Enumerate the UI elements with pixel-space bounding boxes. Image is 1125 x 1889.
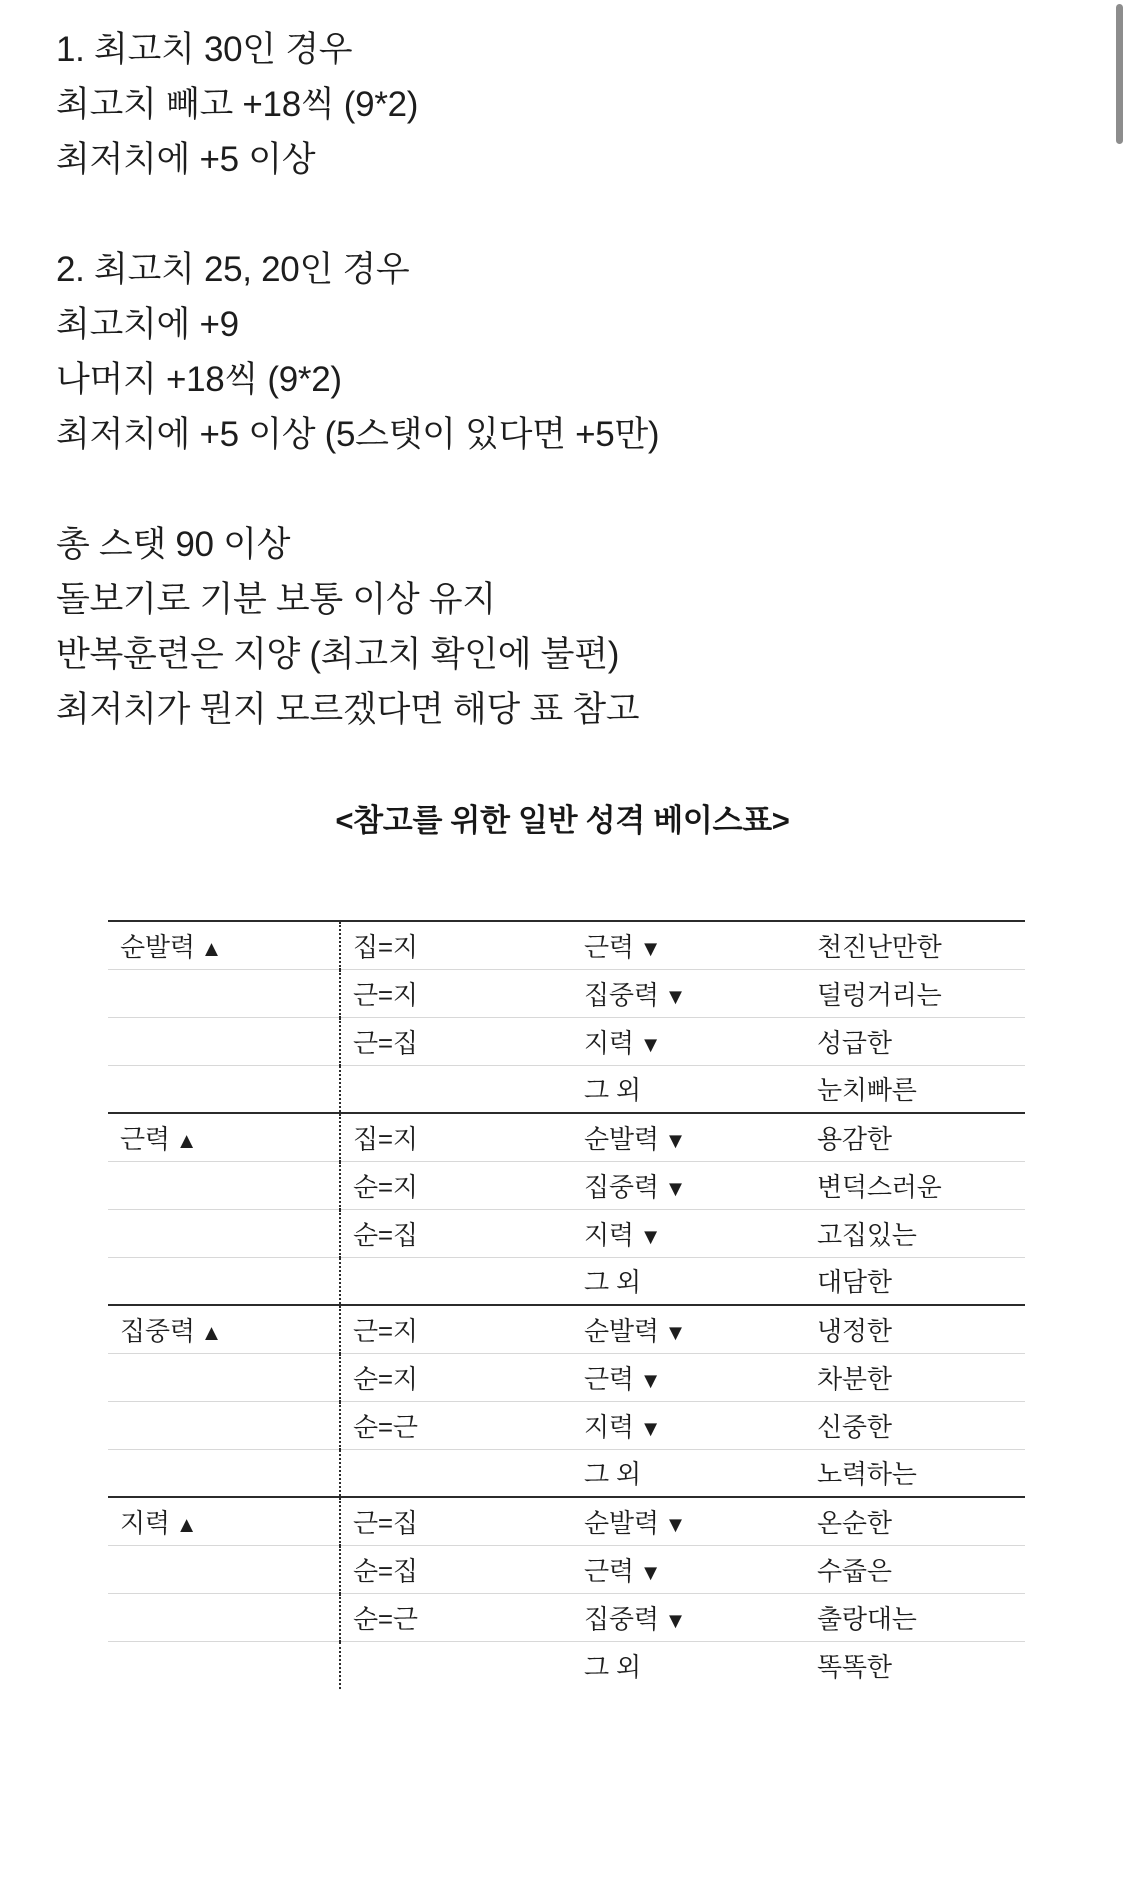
result-cell: 대담한 bbox=[805, 1257, 1025, 1305]
text-line: 반복훈련은 지양 (최고치 확인에 불편) bbox=[56, 635, 620, 674]
stat-low-label: 그 외 bbox=[572, 1641, 805, 1689]
stat-high-label: 집중력 ▲ bbox=[120, 1316, 222, 1346]
condition-cell: 순=근 bbox=[340, 1401, 572, 1449]
condition-cell bbox=[340, 1449, 572, 1497]
condition-cell: 순=지 bbox=[340, 1161, 572, 1209]
table-caption: <참고를 위한 일반 성격 베이스표> bbox=[335, 803, 790, 838]
table-row bbox=[108, 1065, 1025, 1113]
table-row bbox=[108, 1401, 1025, 1449]
table-row bbox=[108, 921, 1025, 969]
condition-cell bbox=[340, 1065, 572, 1113]
condition-cell: 순=집 bbox=[340, 1209, 572, 1257]
text-line: 총 스탯 90 이상 bbox=[56, 525, 291, 564]
condition-cell: 순=근 bbox=[340, 1593, 572, 1641]
paragraph-1 bbox=[56, 22, 1069, 187]
text-line: 나머지 +18씩 (9*2) bbox=[56, 360, 342, 399]
stat-low-label: 근력 ▼ bbox=[584, 1556, 661, 1586]
result-cell: 눈치빠른 bbox=[805, 1065, 1025, 1113]
stat-low-label: 지력 ▼ bbox=[584, 1028, 661, 1058]
result-cell: 노력하는 bbox=[805, 1449, 1025, 1497]
text-line: 1. 최고치 30인 경우 bbox=[56, 30, 353, 69]
table-row bbox=[108, 1641, 1025, 1689]
stat-high-label: 근력 ▲ bbox=[120, 1124, 197, 1154]
stat-low-label: 순발력 ▼ bbox=[584, 1316, 686, 1346]
result-cell: 똑똑한 bbox=[805, 1641, 1025, 1689]
table-row bbox=[108, 1017, 1025, 1065]
result-cell: 출랑대는 bbox=[805, 1593, 1025, 1641]
scrollbar-thumb[interactable] bbox=[1116, 4, 1123, 144]
vertical-scrollbar[interactable] bbox=[1115, 0, 1125, 1889]
paragraph-3 bbox=[56, 517, 1069, 737]
text-line: 최저치에 +5 이상 (5스탯이 있다면 +5만) bbox=[56, 415, 660, 454]
text-line: 2. 최고치 25, 20인 경우 bbox=[56, 250, 410, 289]
table-row bbox=[108, 969, 1025, 1017]
stat-low-label: 그 외 bbox=[572, 1257, 805, 1305]
stat-low-label: 그 외 bbox=[572, 1065, 805, 1113]
condition-cell: 집=지 bbox=[340, 1113, 572, 1161]
stat-low-label: 집중력 ▼ bbox=[584, 1172, 686, 1202]
table-row bbox=[108, 1353, 1025, 1401]
table-row bbox=[108, 1113, 1025, 1161]
paragraph-gap bbox=[56, 187, 1069, 242]
condition-cell: 근=집 bbox=[340, 1497, 572, 1545]
table-row bbox=[108, 1209, 1025, 1257]
table-row bbox=[108, 1449, 1025, 1497]
condition-cell bbox=[340, 1641, 572, 1689]
paragraph-gap bbox=[56, 462, 1069, 517]
stat-low-label: 순발력 ▼ bbox=[584, 1124, 686, 1154]
text-line: 최저치에 +5 이상 bbox=[56, 140, 316, 179]
stat-low-label: 그 외 bbox=[572, 1449, 805, 1497]
stat-low-label: 지력 ▼ bbox=[584, 1220, 661, 1250]
condition-cell: 근=지 bbox=[340, 1305, 572, 1353]
result-cell: 용감한 bbox=[805, 1113, 1025, 1161]
result-cell: 온순한 bbox=[805, 1497, 1025, 1545]
result-cell: 차분한 bbox=[805, 1353, 1025, 1401]
table-row bbox=[108, 1305, 1025, 1353]
text-line: 최고치에 +9 bbox=[56, 305, 239, 344]
result-cell: 성급한 bbox=[805, 1017, 1025, 1065]
personality-base-table bbox=[108, 920, 1025, 1689]
condition-cell: 집=지 bbox=[340, 921, 572, 969]
result-cell: 고집있는 bbox=[805, 1209, 1025, 1257]
stat-high-label: 지력 ▲ bbox=[120, 1508, 197, 1538]
stat-low-label: 근력 ▼ bbox=[584, 1364, 661, 1394]
condition-cell: 순=집 bbox=[340, 1545, 572, 1593]
condition-cell: 근=집 bbox=[340, 1017, 572, 1065]
table-row bbox=[108, 1497, 1025, 1545]
stat-low-label: 지력 ▼ bbox=[584, 1412, 661, 1442]
table-row bbox=[108, 1161, 1025, 1209]
base-table-wrapper bbox=[0, 920, 1125, 1689]
text-line: 최고치 빼고 +18씩 (9*2) bbox=[56, 85, 419, 124]
stat-high-label: 순발력 ▲ bbox=[120, 932, 222, 962]
stat-low-label: 집중력 ▼ bbox=[584, 1604, 686, 1634]
text-line: 돌보기로 기분 보통 이상 유지 bbox=[56, 580, 496, 619]
table-row bbox=[108, 1257, 1025, 1305]
stat-low-label: 집중력 ▼ bbox=[584, 980, 686, 1010]
result-cell: 덜렁거리는 bbox=[805, 969, 1025, 1017]
result-cell: 신중한 bbox=[805, 1401, 1025, 1449]
result-cell: 냉정한 bbox=[805, 1305, 1025, 1353]
stat-low-label: 근력 ▼ bbox=[584, 932, 661, 962]
result-cell: 천진난만한 bbox=[805, 921, 1025, 969]
condition-cell bbox=[340, 1257, 572, 1305]
text-line: 최저치가 뭔지 모르겠다면 해당 표 참고 bbox=[56, 690, 640, 729]
result-cell: 변덕스러운 bbox=[805, 1161, 1025, 1209]
table-row bbox=[108, 1593, 1025, 1641]
table-row bbox=[108, 1545, 1025, 1593]
paragraph-2 bbox=[56, 242, 1069, 462]
document-body bbox=[0, 0, 1125, 840]
condition-cell: 근=지 bbox=[340, 969, 572, 1017]
result-cell: 수줍은 bbox=[805, 1545, 1025, 1593]
stat-low-label: 순발력 ▼ bbox=[584, 1508, 686, 1538]
condition-cell: 순=지 bbox=[340, 1353, 572, 1401]
